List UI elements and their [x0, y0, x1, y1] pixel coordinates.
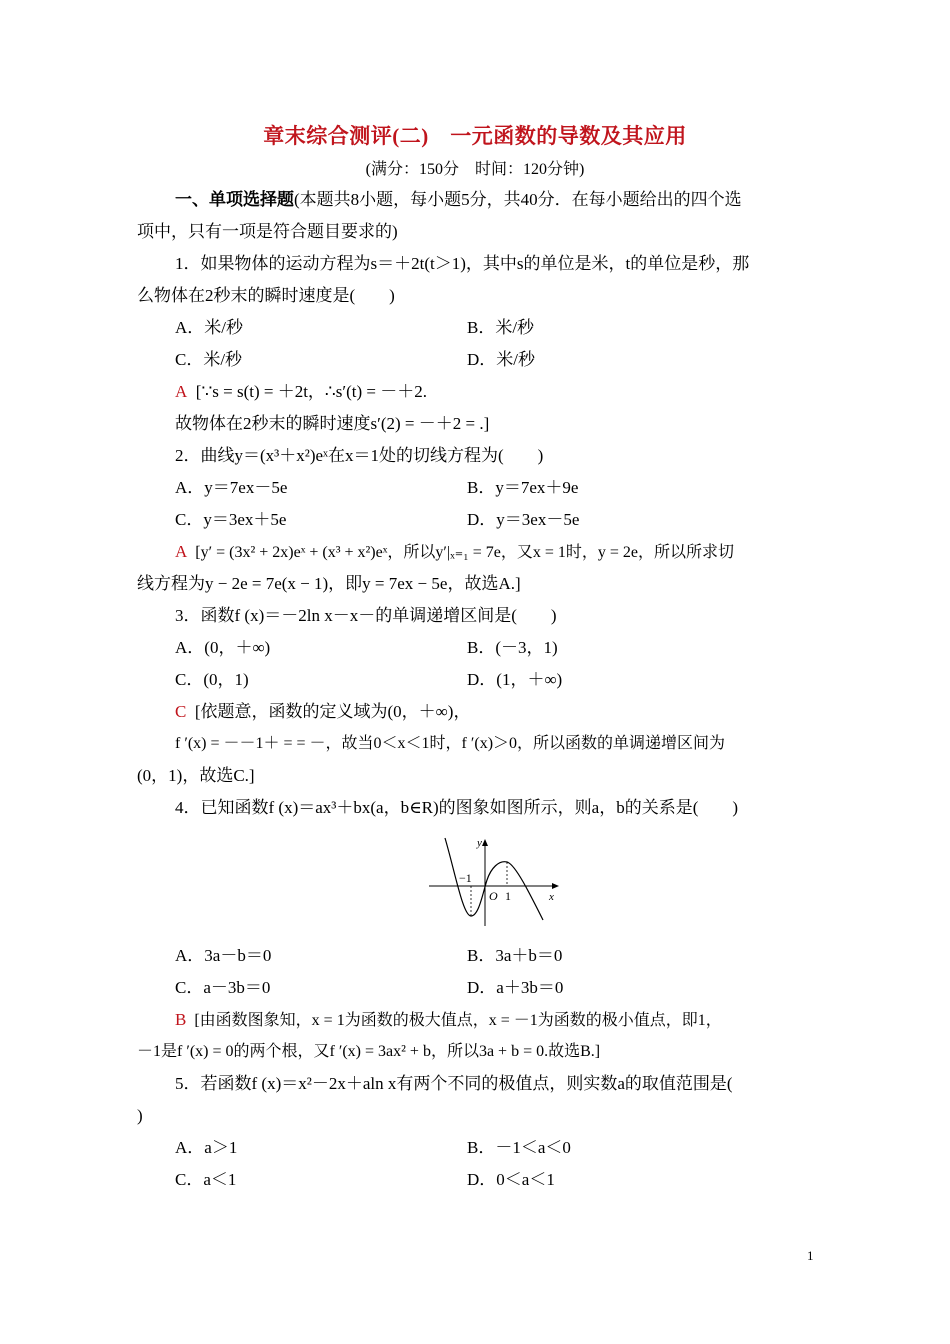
q5-stem: 5．若函数f (x)＝x²－2x＋aln x有两个不同的极值点，则实数a的取值范围是(	[175, 1074, 733, 1093]
page-subtitle: (满分：150分 时间：120分钟)	[365, 161, 585, 178]
q3-solution	[175, 700, 470, 724]
q3-option-d: D．(1，＋∞)	[467, 670, 563, 689]
q3-solution-2: f ′(x) = －－1＋ = = －，故当0＜x＜1时，f ′(x)＞0，所以函数的单调递增区间为	[175, 735, 726, 752]
q2-solution	[175, 540, 734, 565]
q1-answer: A	[175, 382, 188, 401]
q3-answer: C	[175, 702, 187, 721]
q1-option-a: A．米/秒	[175, 318, 243, 337]
q1-stem: 1．如果物体的运动方程为s＝＋2t(t＞1)，其中s的单位是米，t的单位是秒，那	[175, 254, 750, 273]
q3-option-a: A．(0，＋∞)	[175, 638, 271, 657]
section-heading-line	[175, 188, 742, 212]
q1-solution-2: 故物体在2秒末的瞬时速度s′(2) = －＋2 = .]	[175, 414, 490, 433]
q2-stem: 2．曲线y＝(x³＋x²)eˣ在x＝1处的切线方程为( )	[175, 446, 544, 465]
q1-stem-2: 么物体在2秒末的瞬时速度是( )	[137, 286, 395, 305]
q4-answer: B	[175, 1010, 187, 1029]
q4-stem: 4．已知函数f (x)＝ax³＋bx(a，b∈R)的图象如图所示，则a，b的关系是( )	[175, 798, 739, 817]
y-axis-arrow	[482, 839, 488, 846]
q2-solution-2: 线方程为y − 2e = 7e(x − 1)，即y = 7ex − 5e，故选A.]	[137, 574, 521, 593]
q1-option-b: B．米/秒	[467, 318, 535, 337]
section-desc-2: 项中，只有一项是符合题目要求的)	[137, 222, 398, 241]
section-heading: 一、单项选择题	[175, 190, 294, 209]
q5-option-a: A．a＞1	[175, 1138, 238, 1157]
q2-answer: A	[175, 542, 188, 561]
q2-option-b: B．y＝7ex＋9e	[467, 478, 579, 497]
page-number: 1	[807, 1248, 814, 1263]
q5-stem-2: )	[137, 1106, 143, 1125]
section-desc: (本题共8小题，每小题5分，共40分．在每小题给出的四个选	[294, 190, 742, 209]
q4-solution-2: －1是f ′(x) = 0的两个根，又f ′(x) = 3ax² + b，所以3a + b = 0.故选B.]	[137, 1043, 601, 1060]
x-axis-label: x	[549, 891, 554, 903]
q4-function-graph	[425, 832, 565, 928]
q4-option-b: B．3a＋b＝0	[467, 946, 563, 965]
q4-solution-text: [由函数图象知，x = 1为函数的极大值点，x = －1为函数的极小值点，即1，	[194, 1012, 722, 1029]
q5-option-d: D．0＜a＜1	[467, 1170, 555, 1189]
q1-solution	[175, 380, 427, 404]
q1-option-d: D．米/秒	[467, 350, 535, 369]
q2-option-c: C．y＝3ex＋5e	[175, 510, 287, 529]
y-axis-label: y	[477, 837, 482, 849]
q2-solution-text: [y′ = (3x² + 2x)eˣ + (x³ + x²)eˣ，所以y′|ₓ₌₁ = 7e，又x = 1时，y = 2e，所以所求切	[195, 544, 735, 561]
x-axis-arrow	[552, 883, 559, 889]
q3-solution-text: [依题意，函数的定义域为(0，＋∞)，	[194, 702, 471, 721]
page-title: 章末综合测评(二) 一元函数的导数及其应用	[263, 124, 687, 148]
q2-option-d: D．y＝3ex－5e	[467, 510, 580, 529]
q3-option-c: C．(0，1)	[175, 670, 249, 689]
one-label: 1	[505, 889, 511, 903]
q3-option-b: B．(－3，1)	[467, 638, 558, 657]
q1-solution-text: [∵s = s(t) = ＋2t，∴s′(t) = －＋2.	[195, 382, 427, 401]
q3-stem: 3．函数f (x)＝－2ln x－x－的单调递增区间是( )	[175, 606, 557, 625]
q5-option-b: B．－1＜a＜0	[467, 1138, 571, 1157]
q3-solution-3: (0，1)，故选C.]	[137, 766, 255, 785]
q1-option-c: C．米/秒	[175, 350, 243, 369]
origin-label: O	[489, 889, 498, 903]
q4-option-c: C．a－3b＝0	[175, 978, 271, 997]
q4-option-d: D．a＋3b＝0	[467, 978, 564, 997]
q4-solution	[175, 1008, 722, 1033]
q4-option-a: A．3a－b＝0	[175, 946, 272, 965]
q2-option-a: A．y＝7ex－5e	[175, 478, 288, 497]
neg-one-label: −1	[459, 871, 472, 885]
q5-option-c: C．a＜1	[175, 1170, 237, 1189]
